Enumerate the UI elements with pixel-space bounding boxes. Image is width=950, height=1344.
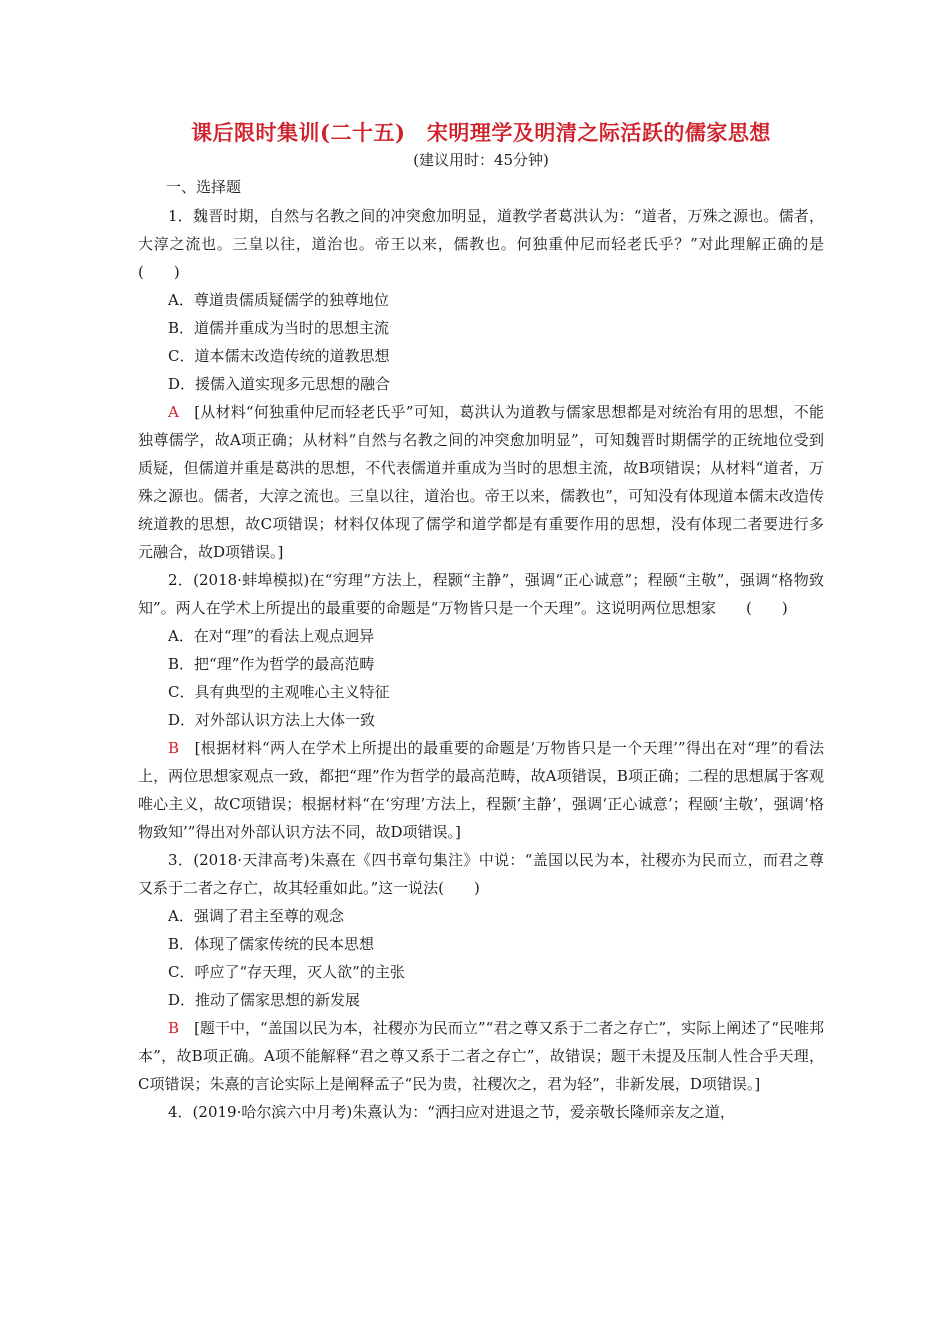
question-3 (138, 846, 824, 1098)
answer-explanation (138, 1014, 824, 1098)
option-c: C．具有典型的主观唯心主义特征 (168, 683, 390, 701)
question-stem: 2．(2018·蚌埠模拟)在“穷理”方法上，程颢“主静”，强调“正心诚意”；程颐“主敬”，强调“格物致知”。两人在学术上所提出的最重要的命题是“万物皆只是一个天理”。这说明两位思想家 ( ) (138, 571, 824, 617)
question-stem: 4．(2019·哈尔滨六中月考)朱熹认为：“洒扫应对进退之节，爱亲敬长隆师亲友之道， (168, 1103, 735, 1121)
explanation-text: [题干中，“盖国以民为本，社稷亦为民而立”“君之尊又系于二者之存亡”，实际上阐述了“民唯邦本”，故B项正确。A项不能解释“君之尊又系于二者之存亡”，故错误；题干未提及压制人性合乎天理，C项错误；朱熹的言论实际上是阐释孟子“民为贵，社稷次之，君为轻”，非新发展，D项错误。] (138, 1019, 824, 1093)
answer-letter: B (168, 1019, 180, 1037)
option-d: D．援儒入道实现多元思想的融合 (168, 375, 391, 393)
answer-letter: B (168, 739, 180, 757)
option-d: D．推动了儒家思想的新发展 (168, 991, 361, 1009)
answer-letter: A (168, 403, 179, 421)
explanation-text: [根据材料“两人在学术上所提出的最重要的命题是‘万物皆只是一个天理’”得出在对“理”的看法上，两位思想家观点一致，都把“理”作为哲学的最高范畴，故A项错误，B项正确；二程的思想属于客观唯心主义，故C项错误；根据材料“在‘穷理’方法上，程颢‘主静’，强调‘正心诚意’；程颐‘主敬’，强调‘格物致知’”得出对外部认识方法不同，故D项错误。] (138, 739, 824, 841)
section-heading: 一、选择题 (166, 178, 242, 196)
answer-explanation (138, 734, 824, 846)
option-b: B．道儒并重成为当时的思想主流 (168, 319, 390, 337)
option-a: A．在对“理”的看法上观点迥异 (168, 627, 375, 645)
option-b: B．体现了儒家传统的民本思想 (168, 935, 375, 953)
question-stem: 1．魏晋时期，自然与名教之间的冲突愈加明显，道教学者葛洪认为：“道者，万殊之源也。儒者，大淳之流也。三皇以往，道治也。帝王以来，儒教也。何独重仲尼而轻老氏乎？”对此理解正确的是( ) (138, 207, 824, 281)
question-4 (138, 1098, 824, 1126)
option-a: A．尊道贵儒质疑儒学的独尊地位 (168, 291, 389, 309)
suggested-time: (建议用时：45分钟) (413, 151, 549, 169)
page-title: 课后限时集训(二十五) 宋明理学及明清之际活跃的儒家思想 (191, 120, 771, 145)
option-c: C．道本儒末改造传统的道教思想 (168, 347, 390, 365)
question-1 (138, 202, 824, 566)
document-page (138, 118, 824, 1126)
answer-explanation (138, 398, 824, 566)
question-2 (138, 566, 824, 846)
explanation-text: [从材料“何独重仲尼而轻老氏乎”可知，葛洪认为道教与儒家思想都是对统治有用的思想，不能独尊儒学，故A项正确；从材料“自然与名教之间的冲突愈加明显”，可知魏晋时期儒学的正统地位受到质疑，但儒道并重是葛洪的思想，不代表儒道并重成为当时的思想主流，故B项错误；从材料“道者，万殊之源也。儒者，大淳之流也。三皇以往，道治也。帝王以来，儒教也”，可知没有体现道本儒末改造传统道教的思想，故C项错误；材料仅体现了儒学和道学都是有重要作用的思想，没有体现二者要进行多元融合，故D项错误。] (138, 403, 824, 561)
option-a: A．强调了君主至尊的观念 (168, 907, 344, 925)
option-b: B．把“理”作为哲学的最高范畴 (168, 655, 375, 673)
option-c: C．呼应了“存天理，灭人欲”的主张 (168, 963, 405, 981)
option-d: D．对外部认识方法上大体一致 (168, 711, 376, 729)
question-stem: 3．(2018·天津高考)朱熹在《四书章句集注》中说：“盖国以民为本，社稷亦为民而立，而君之尊又系于二者之存亡，故其轻重如此。”这一说法( ) (138, 851, 824, 897)
